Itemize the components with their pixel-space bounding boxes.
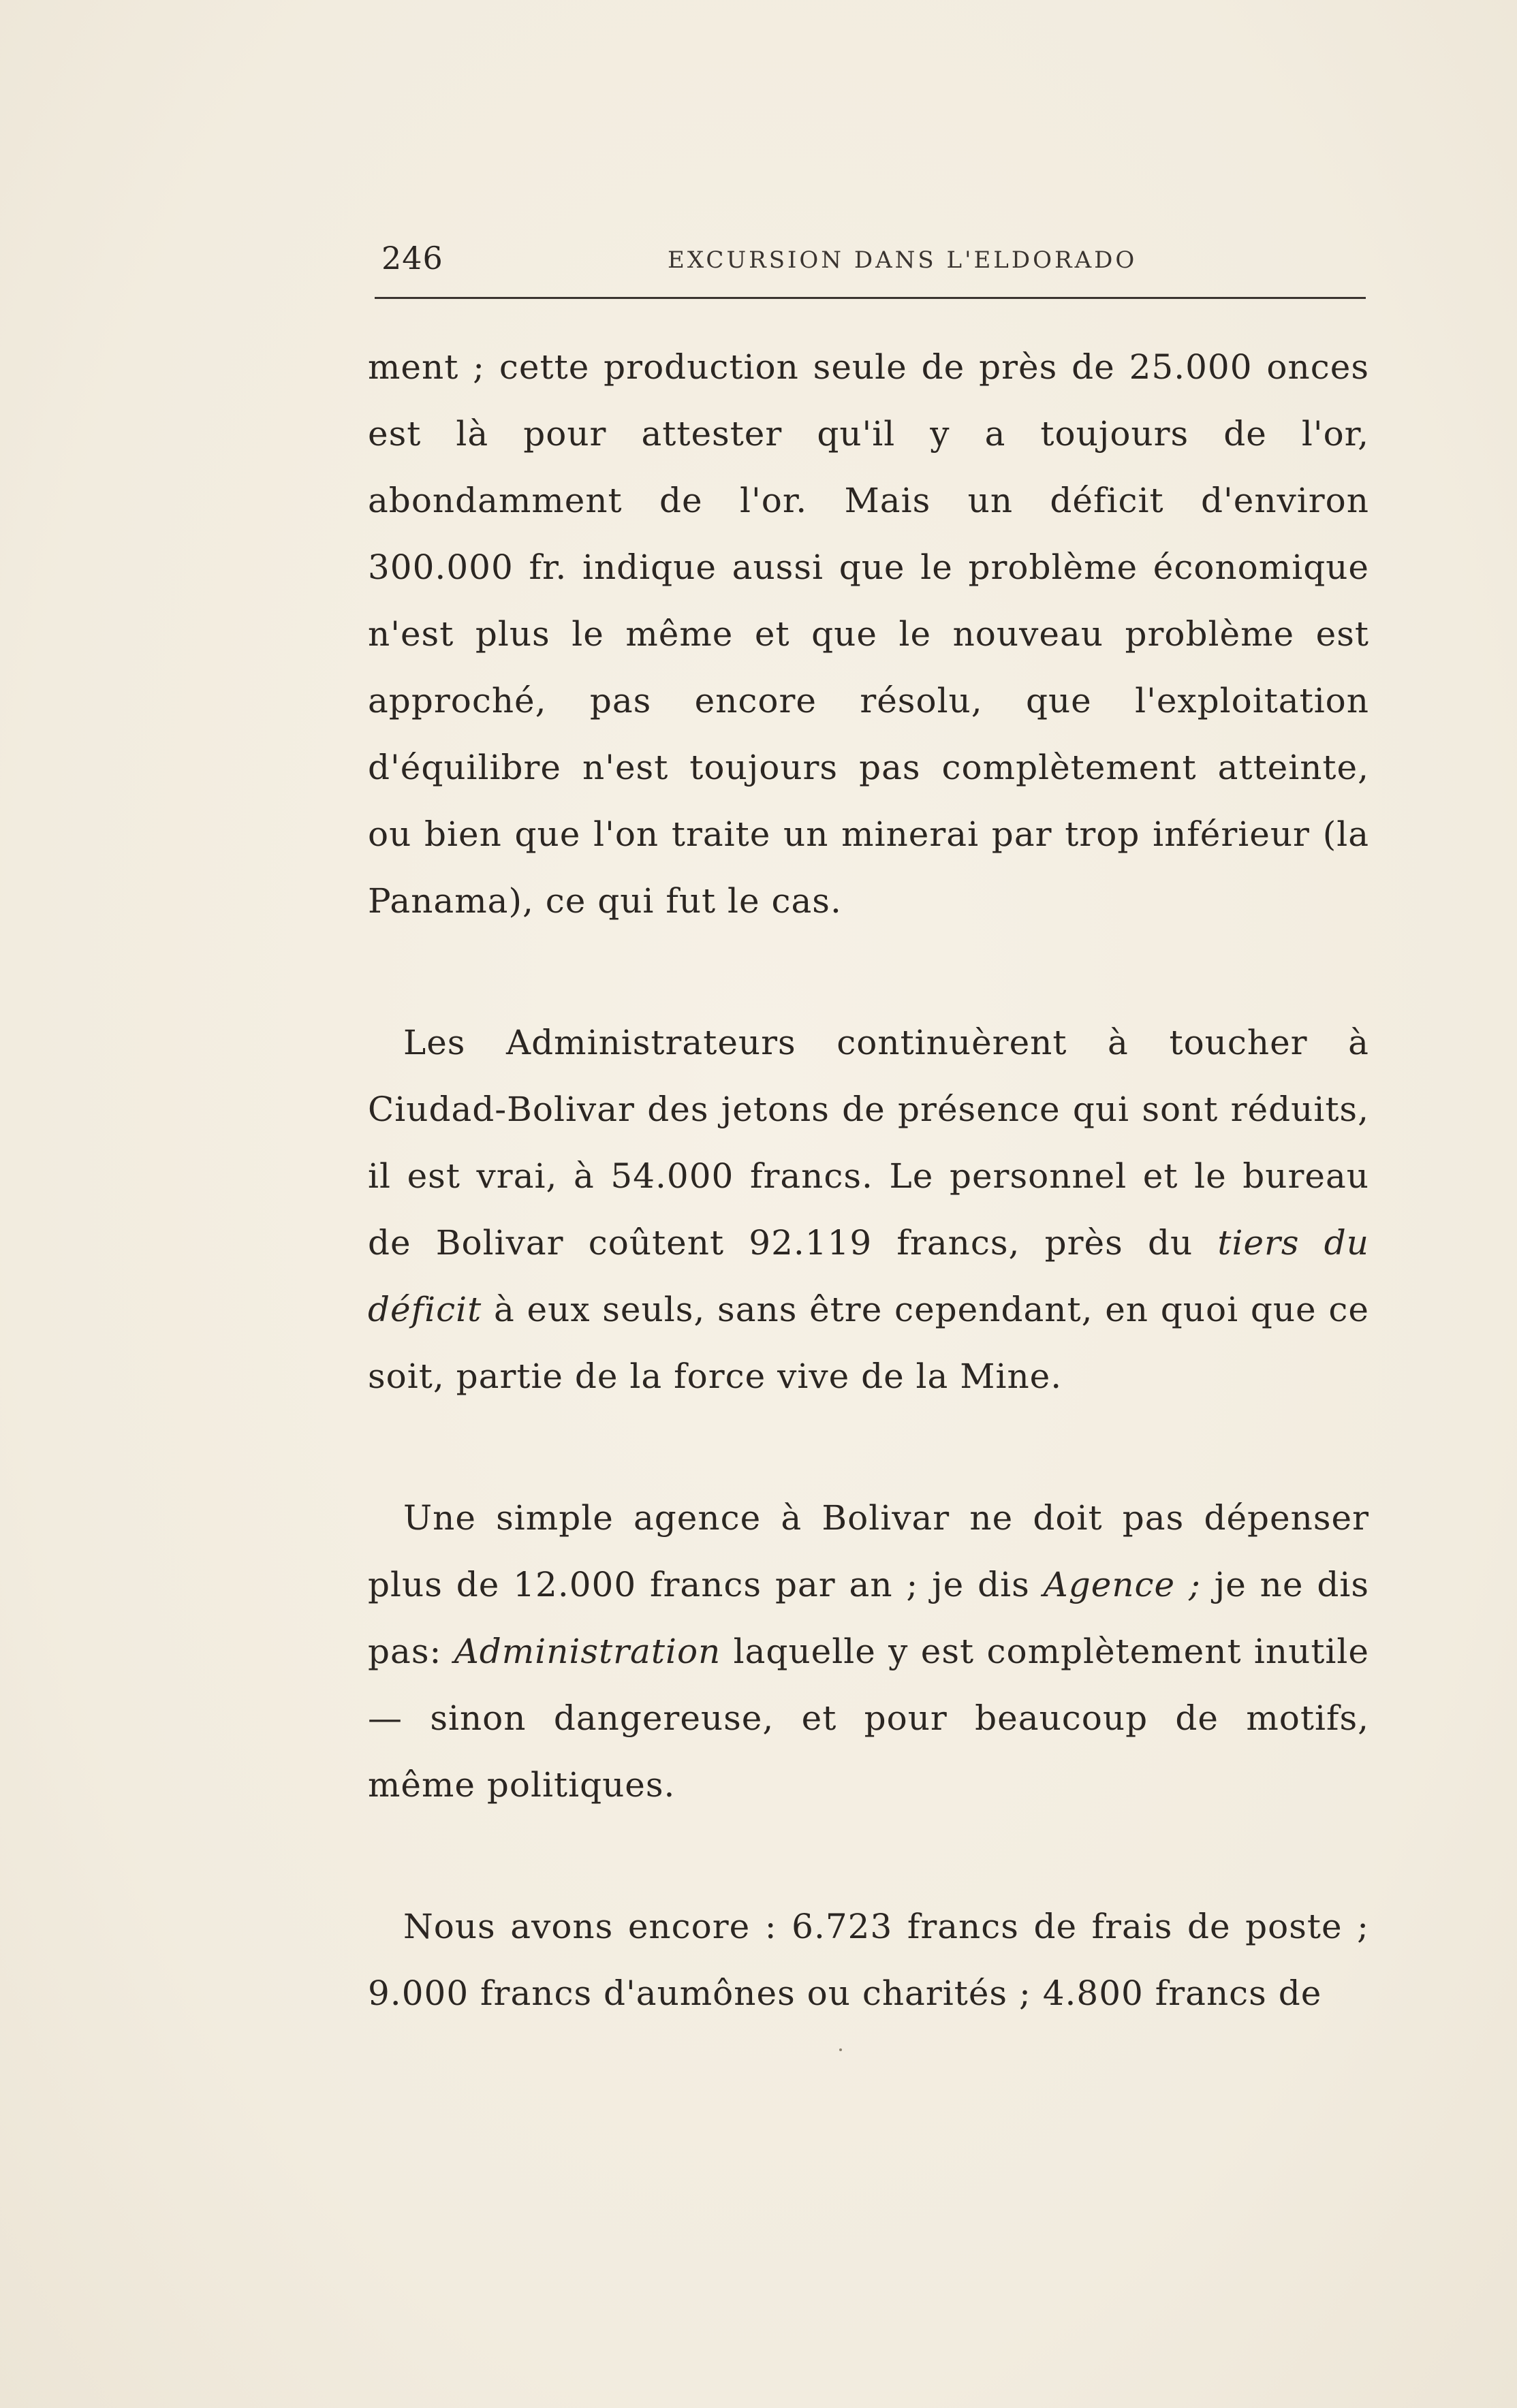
paragraph-text: laquelle y est complètement inutile — sinon dangereuse, et pour beaucoup de motifs, même politiques. bbox=[368, 1632, 1369, 1805]
emphasis-text: tiers du déficit bbox=[368, 1223, 1370, 1329]
body-text bbox=[368, 334, 1369, 2027]
paragraph-text: à eux seuls, sans être cependant, en quoi que ce soit, partie de la force vive de la Mine. bbox=[368, 1290, 1369, 1396]
paper-speck bbox=[839, 2048, 842, 2051]
page-header bbox=[375, 240, 1362, 287]
paragraph-text: je ne dis pas: bbox=[368, 1565, 1369, 1671]
emphasis-text: Agence ; bbox=[1043, 1565, 1201, 1604]
paragraph-text: Une simple agence à Bolivar ne doit pas dépenser plus de 12.000 francs par an ; je dis bbox=[368, 1498, 1369, 1604]
paragraph-administrateurs bbox=[368, 1009, 1369, 1410]
header-rule bbox=[375, 297, 1366, 299]
emphasis-text: Administration bbox=[454, 1632, 721, 1671]
paragraph-frais: Nous avons encore : 6.723 francs de frais de poste ; 9.000 francs d'aumônes ou charités ; 4.800 francs de bbox=[368, 1907, 1369, 2013]
paragraph-text: Les Administrateurs continuèrent à toucher à Ciudad-Bolivar des jetons de présence qui sont réduits, il est vrai, à 54.000 francs. Le personnel et le bureau de Bolivar coûtent 92.119 francs, près du bbox=[368, 1023, 1369, 1263]
paragraph-agence bbox=[368, 1485, 1369, 1818]
paragraph-continuation: ment ; cette production seule de près de 25.000 onces est là pour attester qu'il y a toujours de l'or, abondamment de l'or. Mais un déficit d'environ 300.000 fr. indique aussi que le problème économique n'est plus le même et que le nouveau problème est approché, pas encore résolu, que l'exploitation d'équilibre n'est toujours pas complètement atteinte, ou bien que l'on traite un minerai par trop inférieur (la Panama), ce qui fut le cas. bbox=[368, 347, 1369, 921]
running-title: EXCURSION DANS L'ELDORADO bbox=[668, 247, 1138, 274]
page-number: 246 bbox=[381, 240, 443, 276]
